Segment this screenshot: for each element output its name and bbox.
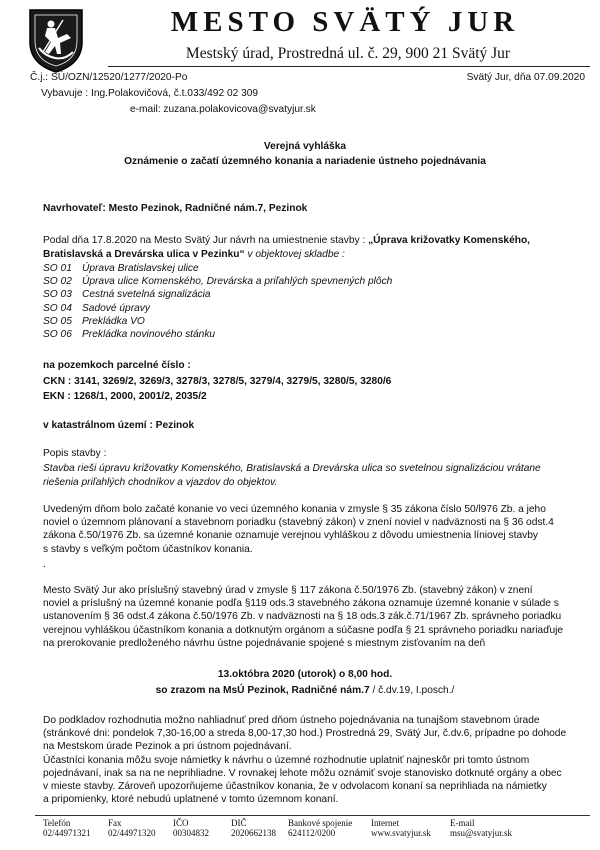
paragraph-line: verejnou vyhláškou účastníkom konania a dotknutým orgánom a súčasne podľa § 21 správneho poriadku nariaďuje [43, 624, 564, 636]
paragraph-line: ustanovením § 36 odst.4 zákona č.50/1976 Zb. v nadväznosti na § 18 ods.3 zák.č.71/1967 Zb. správneho poriadku [43, 611, 562, 623]
paragraph-line: na prerokovanie predloženého návrhu ústne pojednávanie spojené s miestnym zisťovaním na deň [43, 637, 486, 649]
footer-internet[interactable]: Internet www.svatyjur.sk [371, 818, 431, 838]
object-structure-label: v objektovej skladbe : [244, 249, 345, 260]
project-name-start: „Úprava križovatky Komenského, [368, 235, 531, 246]
list-item: SO 04 Sadové úpravy [43, 302, 150, 314]
footer-bank: Bankové spojenie 624112/0200 [288, 818, 353, 838]
proposer-line: Navrhovateľ: Mesto Pezinok, Radničné nám.7, Pezinok [43, 203, 308, 214]
hearing-paragraph [43, 584, 591, 650]
handler-contact: Vybavuje : Ing.Polakovičová, č.t.033/492 02 309 [41, 88, 259, 99]
meeting-room: / č.dv.19, I.posch./ [369, 685, 455, 696]
objects-list [43, 262, 588, 341]
description-line-2: riešenia priľahlých chodníkov a vjazdov do objektov. [43, 477, 278, 488]
municipality-title: MESTO SVÄTÝ JUR [170, 6, 520, 38]
paragraph-line: na Mestskom úrade Pezinok a pri ústnom pojednávaní. [43, 741, 292, 753]
paragraph-line: zákona č.50/1976 Zb. sa územné konanie oznamuje verejnou vyhláškou z dôvodu umiestnenia líniovej stavby [43, 530, 538, 542]
paragraph-line: Účastníci konania môžu svoje námietky k návrhu o územné rozhodnutie uplatniť najneskôr pri tomto ústnom [43, 754, 530, 766]
coat-of-arms-icon [27, 8, 85, 74]
footer-email[interactable]: E-mail msu@svatyjur.sk [450, 818, 513, 838]
footer-phone: Telefón 02/44971321 [43, 818, 91, 838]
paragraph-line: noviel a príslušný na územné konanie podľa §119 ods.3 stavebného zákona oznamuje územné konanie v súlade s [43, 598, 559, 610]
project-name-end: Bratislavská a Drevárska ulica v Pezinku“ [43, 249, 245, 260]
header-divider [108, 66, 590, 67]
document-date: Svätý Jur, dňa 07.09.2020 [466, 72, 585, 83]
application-text [43, 234, 588, 247]
list-item: SO 02 Úprava ulice Komenského, Drevárska a priľahlých spevnených plôch [43, 276, 393, 288]
paragraph-line: s stavby s veľkým počtom účastníkov konania. [43, 543, 253, 555]
footer-divider [35, 815, 590, 816]
commencement-paragraph [43, 503, 591, 556]
paragraph-line: v mieste stavby. Zároveň upozorňujeme účastníkov konania, že v odvolacom konaní sa neprihliada na námietky [43, 781, 547, 793]
parcels-ckn: CKN : 3141, 3269/2, 3269/3, 3278/3, 3278/5, 3279/4, 3279/5, 3280/5, 3280/6 [43, 376, 392, 387]
paragraph-line: Mesto Svätý Jur ako príslušný stavebný úrad v zmysle § 117 zákona č.50/1976 Zb. (stavebný zákon) v znení [43, 585, 533, 596]
paragraph-line: Do podkladov rozhodnutia možno nahliadnuť pred dňom ústneho pojednávania na tunajšom stavebnom úrade [43, 715, 540, 726]
footer-dic: DIČ 2020662138 [231, 818, 276, 838]
paragraph-line: (stránkové dni: pondelok 7,30-16,00 a streda 8,00-17,30 hod.) Prostredná 29, Svätý Jur, č.dv.6, prípadne po dohode [43, 728, 567, 740]
cadastral-area: v katastrálnom území : Pezinok [43, 420, 195, 431]
office-address: Mestský úrad, Prostredná ul. č. 29, 900 21 Svätý Jur [185, 45, 511, 62]
inspection-paragraph [43, 714, 591, 806]
reference-number: Č.j.: SÚ/OZN/12520/1277/2020-Po [30, 72, 188, 83]
paragraph-line: pojednávaní, inak sa na ne neprihliadne. V rovnakej lehote môžu oznámiť svoje stanovisko dotknuté orgány a obec [43, 767, 562, 779]
list-item: SO 05 Prekládka VO [43, 315, 145, 327]
handler-email: e-mail: zuzana.polakovicova@svatyjur.sk [130, 104, 316, 115]
notice-title: Verejná vyhláška [263, 141, 347, 152]
paragraph-line: a pripomienky, ktoré nebudú uplatnené v tomto územnom konaní. [43, 794, 339, 806]
list-item: SO 06 Prekládka novinového stánku [43, 329, 216, 341]
footer-fax: Fax 02/44971320 [108, 818, 156, 838]
list-item: SO 01 Úprava Bratislavskej ulice [43, 263, 199, 274]
meeting-location [30, 684, 580, 697]
meeting-place: so zrazom na MsÚ Pezinok, Radničné nám.7 [155, 685, 370, 696]
description-label: Popis stavby : [43, 448, 107, 459]
application-text-cont [43, 248, 588, 261]
description-line-1: Stavba rieši úpravu križovatky Komenského, Bratislavská a Drevárska ulica so svetelnou signalizáciou vrátane [43, 463, 541, 474]
application-intro: Podal dňa 17.8.2020 na Mesto Svätý Jur návrh na umiestnenie stavby : [43, 235, 369, 246]
parcels-heading: na pozemkoch parcelné číslo : [43, 360, 191, 371]
meeting-datetime: 13.októbra 2020 (utorok) o 8,00 hod. [217, 669, 393, 680]
notice-subtitle: Oznámenie o začatí územného konania a nariadenie ústneho pojednávania [124, 156, 486, 167]
paragraph-line: noviel o územnom plánovaní a stavebnom poriadku (stavebný zákon) v znení noviel v nadväznosti na § 36 odst.4 [43, 517, 554, 529]
stray-dot: . [43, 559, 46, 570]
footer-ico: IČO 00304832 [173, 818, 209, 838]
paragraph-line: Uvedeným dňom bolo začaté konanie vo veci územného konania v zmysle § 35 zákona číslo 50/l976 Zb. a jeho [43, 504, 546, 515]
parcels-ekn: EKN : 1268/1, 2000, 2001/2, 2035/2 [43, 391, 207, 402]
list-item: SO 03 Cestná svetelná signalizácia [43, 289, 211, 301]
